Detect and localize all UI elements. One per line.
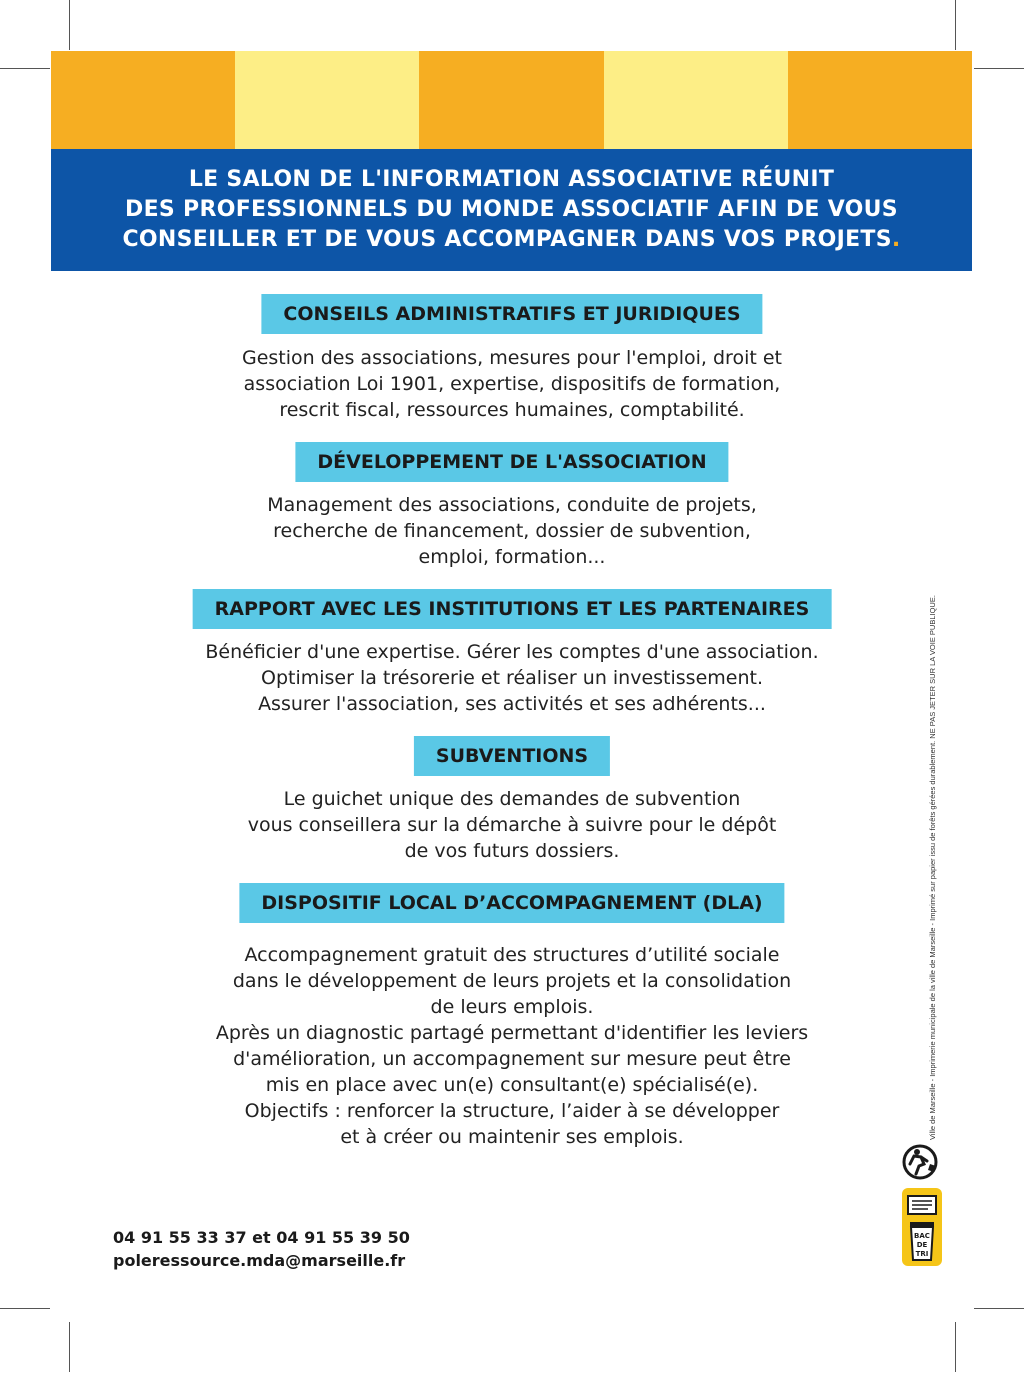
side-legal-note: Ville de Marseille - Imprimerie municipale de la ville de Marseille - Imprimé sur papier issu de forêts gérées durablement. NE PAS JETER SUR LA VOIE PUBLIQUE.	[928, 595, 937, 1140]
body-line: emploi, formation...	[418, 546, 606, 568]
section-body-rapport	[120, 639, 904, 717]
no-littering-icon	[900, 1142, 944, 1182]
section-body-conseils	[120, 345, 904, 423]
stripe-orange	[419, 51, 603, 149]
contact-block	[113, 1226, 410, 1272]
body-line: association Loi 1901, expertise, dispositifs de formation,	[243, 373, 781, 395]
crop-mark	[69, 1322, 70, 1372]
body-line: dans le développement de leurs projets et la consolidation	[232, 970, 792, 992]
stripe-yellow	[604, 51, 788, 149]
contact-email[interactable]: poleressource.mda@marseille.fr	[113, 1251, 406, 1270]
body-line: vous conseillera sur la démarche à suivre pour le dépôt	[247, 814, 777, 836]
body-line: Optimiser la trésorerie et réaliser un investissement.	[260, 667, 763, 689]
section-title-developpement: DÉVELOPPEMENT DE L'ASSOCIATION	[295, 442, 728, 482]
color-stripes	[51, 51, 972, 149]
body-line: Gestion des associations, mesures pour l'emploi, droit et	[242, 347, 782, 369]
body-line: Bénéficier d'une expertise. Gérer les comptes d'une association.	[205, 641, 819, 663]
section-body-dla	[120, 942, 904, 1150]
body-line: Objectifs : renforcer la structure, l’aider à se développer	[244, 1100, 780, 1122]
section-title-rapport: RAPPORT AVEC LES INSTITUTIONS ET LES PARTENAIRES	[193, 589, 832, 629]
intro-banner	[51, 149, 972, 271]
stripe-orange	[51, 51, 235, 149]
stripe-yellow	[235, 51, 419, 149]
banner-line-3-text: CONSEILLER ET DE VOUS ACCOMPAGNER DANS VOS PROJETS	[122, 227, 892, 252]
stripe-orange	[788, 51, 972, 149]
crop-mark	[0, 68, 50, 69]
body-line: d'amélioration, un accompagnement sur mesure peut être	[233, 1048, 791, 1070]
section-title-dla: DISPOSITIF LOCAL D’ACCOMPAGNEMENT (DLA)	[239, 883, 784, 923]
section-body-subventions	[120, 786, 904, 864]
body-line: de vos futurs dossiers.	[404, 840, 620, 862]
bin-word-tri: TRI	[915, 1250, 929, 1258]
crop-mark	[955, 0, 956, 50]
banner-period: .	[891, 227, 901, 252]
section-title-conseils: CONSEILS ADMINISTRATIFS ET JURIDIQUES	[261, 294, 762, 334]
crop-mark	[0, 1308, 50, 1309]
body-line: et à créer ou maintenir ses emplois.	[340, 1126, 684, 1148]
body-line: Après un diagnostic partagé permettant d'identifier les leviers	[215, 1022, 809, 1044]
eco-icons	[900, 1142, 944, 1272]
crop-mark	[974, 68, 1024, 69]
banner-line-1: LE SALON DE L'INFORMATION ASSOCIATIVE RÉUNIT	[188, 167, 835, 192]
body-line: Assurer l'association, ses activités et ses adhérents...	[258, 693, 766, 715]
recycle-bin-icon	[900, 1186, 944, 1268]
banner-line-3	[122, 225, 900, 255]
body-line: Le guichet unique des demandes de subvention	[283, 788, 741, 810]
body-line: Management des associations, conduite de projets,	[267, 494, 757, 516]
body-line: recherche de financement, dossier de subvention,	[273, 520, 751, 542]
crop-mark	[69, 0, 70, 50]
bin-word-bac: BAC	[914, 1232, 930, 1240]
crop-mark	[955, 1322, 956, 1372]
bin-word-de: DE	[916, 1241, 928, 1249]
contact-phones: 04 91 55 33 37 et 04 91 55 39 50	[113, 1228, 410, 1247]
body-line: de leurs emplois.	[430, 996, 594, 1018]
banner-line-2: DES PROFESSIONNELS DU MONDE ASSOCIATIF AFIN DE VOUS	[125, 197, 898, 222]
body-line: rescrit fiscal, ressources humaines, comptabilité.	[279, 399, 745, 421]
section-body-developpement	[120, 492, 904, 570]
body-line: Accompagnement gratuit des structures d’utilité sociale	[244, 944, 780, 966]
crop-mark	[974, 1308, 1024, 1309]
body-line: mis en place avec un(e) consultant(e) spécialisé(e).	[265, 1074, 759, 1096]
section-title-subventions: SUBVENTIONS	[414, 736, 610, 776]
